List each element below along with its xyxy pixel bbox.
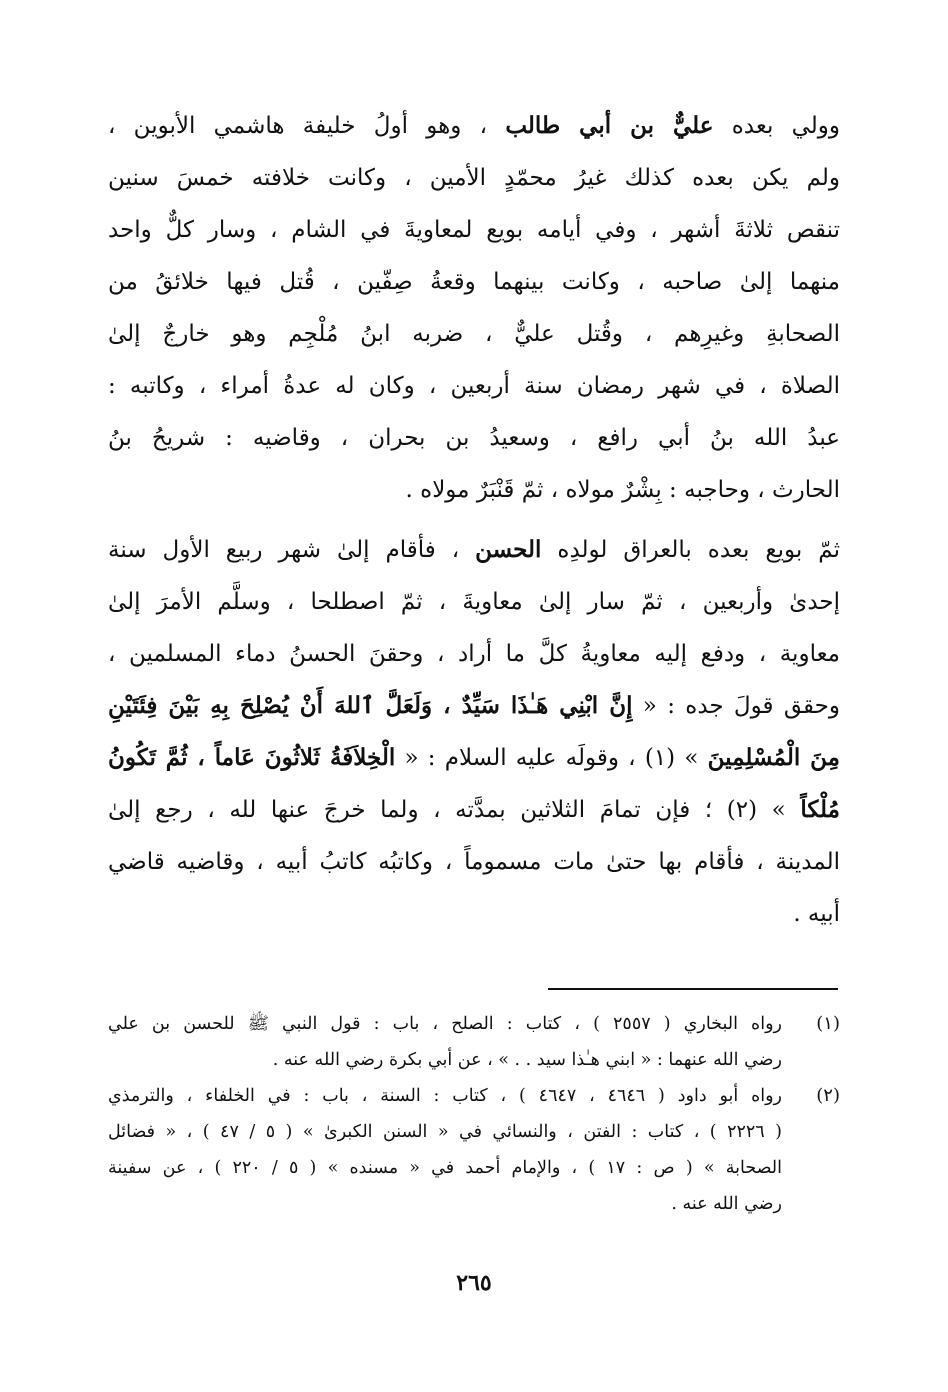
text-run: »	[675, 745, 708, 771]
text-run: المدينة ، فأقام بها حتىٰ مات مسموماً ، وكاتبُه كاتبُ أبيه ، وقاضيه قاضي	[108, 849, 840, 875]
text-run: أبيه .	[793, 901, 840, 927]
emphasized-text: عليٌّ بن أبي طالب	[505, 112, 714, 139]
footnote-divider	[548, 988, 838, 990]
footnote-line: رضي الله عنهما : « ابني هـٰذا سيد . . » ، عن أبي بكرة رضي الله عنه .	[272, 1050, 782, 1070]
text-run: ، فأقام إلىٰ شهر ربيع الأول سنة	[108, 537, 476, 563]
text-line	[108, 784, 840, 836]
emphasized-text: الحسن	[475, 536, 542, 563]
text-line	[108, 152, 840, 204]
text-run: (٢)	[726, 797, 758, 823]
footnote-line: رضي الله عنه .	[671, 1194, 782, 1214]
footnote	[108, 1078, 840, 1222]
paragraph	[108, 100, 840, 516]
text-run: الحارث ، وحاجبه : بِشْرٌ مولاه ، ثمّ قَنْبَرٌ مولاه .	[405, 477, 840, 503]
footnote-line: الصحابة » ( ص : ١٧ ) ، والإمام أحمد في « مسنده » ( ٥ / ٢٢٠ ) ، عن سفينة	[108, 1158, 782, 1178]
text-run: منهما إلىٰ صاحبه ، وكانت بينهما وقعةُ صِفّين ، قُتل فيها خلائقُ من	[108, 269, 840, 295]
emphasized-text: مُلْكاً	[800, 796, 840, 823]
text-run: (١)	[644, 745, 676, 771]
footnote-line: ( ٢٢٢٦ ) ، كتاب : الفتن ، والنسائي في « السنن الكبرىٰ » ( ٥ / ٤٧ ) ، « فضائل	[108, 1122, 782, 1142]
text-run: ثمّ بويع بعده بالعراق لولدِه	[541, 537, 840, 563]
emphasized-text: مِنَ الْمُسْلِمِينَ	[707, 744, 840, 771]
text-run: وحقق قولَ جده : «	[632, 693, 840, 719]
text-run: الصحابةِ وغيرِهم ، وقُتل عليٌّ ، ضربه ابنُ مُلْجِم وهو خارجٌ إلىٰ	[108, 321, 840, 347]
text-run: وولي بعده	[713, 113, 840, 139]
text-line	[108, 680, 840, 732]
text-line	[108, 204, 840, 256]
text-run: ، وقولَه عليه السلام : «	[395, 745, 645, 771]
text-line	[108, 524, 840, 576]
paragraph	[108, 524, 840, 940]
text-line	[108, 836, 840, 888]
text-line	[108, 464, 840, 516]
text-run: عبدُ الله بنُ أبي رافع ، وسعيدُ بن بحران ، وقاضيه : شريحُ بنُ	[108, 425, 840, 451]
footnote-line: رواه البخاري ( ٢٥٥٧ ) ، كتاب : الصلح ، باب : قول النبي ﷺ للحسن بن علي	[108, 1014, 782, 1034]
text-run: الصلاة ، في شهر رمضان سنة أربعين ، وكان له عدةُ أمراء ، وكاتبه :	[108, 373, 840, 399]
text-run: ولم يكن بعده كذلك غيرُ محمّدٍ الأمين ، وكانت خلافته خمسَ سنين	[108, 165, 840, 191]
footnote-number: (١)	[816, 1013, 840, 1034]
text-line	[108, 256, 840, 308]
footnote-number: (٢)	[816, 1085, 840, 1106]
footnote	[108, 1006, 840, 1078]
text-line	[108, 412, 840, 464]
text-run: ؛ فإن تمامَ الثلاثين بمدَّته ، ولما خرجَ عنها لله ، رجع إلىٰ	[108, 797, 727, 823]
emphasized-text: إِنَّ ابْنِي هَـٰذَا سَيِّدٌ ، وَلَعَلَّ ٱللهَ أَنْ يُصْلِحَ بِهِ بَيْنَ فِئَتَيْنِ	[108, 692, 633, 719]
text-run: تنقص ثلاثةَ أشهر ، وفي أيامه بويع لمعاويةَ في الشام ، وسار كلٌّ واحد	[108, 217, 840, 243]
text-run: إحدىٰ وأربعين ، ثمّ سار إلىٰ معاويةَ ، ثمّ اصطلحا ، وسلَّم الأمرَ إلىٰ	[108, 589, 840, 615]
text-line	[108, 100, 840, 152]
text-line	[108, 360, 840, 412]
text-line	[108, 576, 840, 628]
text-line	[108, 732, 840, 784]
footnote-line: رواه أبو داود ( ٤٦٤٦ ، ٤٦٤٧ ) ، كتاب : السنة ، باب : في الخلفاء ، والترمذي	[108, 1086, 782, 1106]
footnotes	[108, 1006, 840, 1222]
text-run: »	[757, 797, 801, 823]
main-text	[108, 100, 840, 940]
text-run: ، وهو أولُ خليفة هاشمي الأبوين ،	[108, 113, 506, 139]
text-line	[108, 308, 840, 360]
page-number: ٢٦٥	[456, 1270, 492, 1296]
text-line	[108, 888, 840, 940]
text-run: معاوية ، ودفع إليه معاويةُ كلَّ ما أراد ، وحقنَ الحسنُ دماء المسلمين ،	[108, 641, 840, 667]
text-line	[108, 628, 840, 680]
emphasized-text: الْخِلاَفَةُ ثَلاثُونَ عَاماً ، ثُمَّ تَكُونُ	[108, 744, 396, 771]
